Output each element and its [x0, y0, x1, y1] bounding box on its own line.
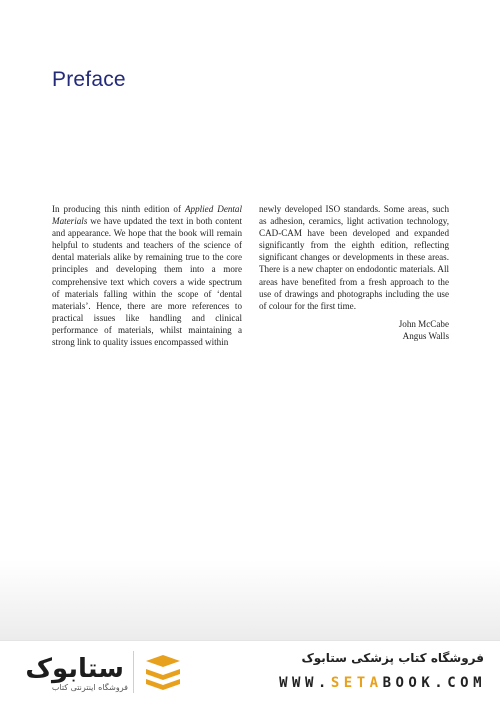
- author-name: Angus Walls: [402, 330, 449, 341]
- page-title: Preface: [52, 68, 126, 91]
- preface-paragraph-part-1: In producing this ninth edition of Applied Dental Materials we have updated the text in both content and appearance. We hope that the book will remain helpful to students and teachers of the science of dental materials alike by remaining true to the core principles and developing them into a more comprehensive text which covers a wide spectrum of materials falling within the scope of ‘dental materials’. Hence, there are more references to practical issues like handling and clinical performance of materials, whilst maintaining a strong link to quality issues encompassed within: [52, 204, 242, 348]
- preface-column-right: [259, 203, 449, 342]
- author-signature: [259, 318, 449, 342]
- book-stack-logo-icon: [140, 651, 186, 693]
- store-title: فروشگاه کتاب پزشکی ستابوک: [301, 651, 484, 665]
- preface-paragraph-part-2: newly developed ISO standards. Some areas, such as adhesion, ceramics, light activation technology, CAD-CAM have been developed and expanded significantly from the eighth edition, reflecting significant changes or developments in these areas. There is a new chapter on endodontic materials. All areas have benefited from a fresh approach to the use of drawings and photographs including the use of colour for the first time.: [259, 204, 449, 311]
- url-accent: SETA: [330, 675, 383, 691]
- url-prefix: WWW.: [279, 675, 331, 691]
- author-name: John McCabe: [398, 318, 449, 329]
- preface-column-left: [52, 203, 242, 348]
- page-shadow: [0, 560, 500, 640]
- logo-divider: [133, 651, 134, 693]
- watermark-footer: [0, 640, 500, 701]
- store-url: [200, 675, 486, 691]
- store-logo-text: ستابوک: [25, 654, 124, 684]
- store-logo-tagline: فروشگاه اینترنتی کتاب: [51, 683, 128, 692]
- url-suffix: BOOK.COM: [382, 675, 486, 691]
